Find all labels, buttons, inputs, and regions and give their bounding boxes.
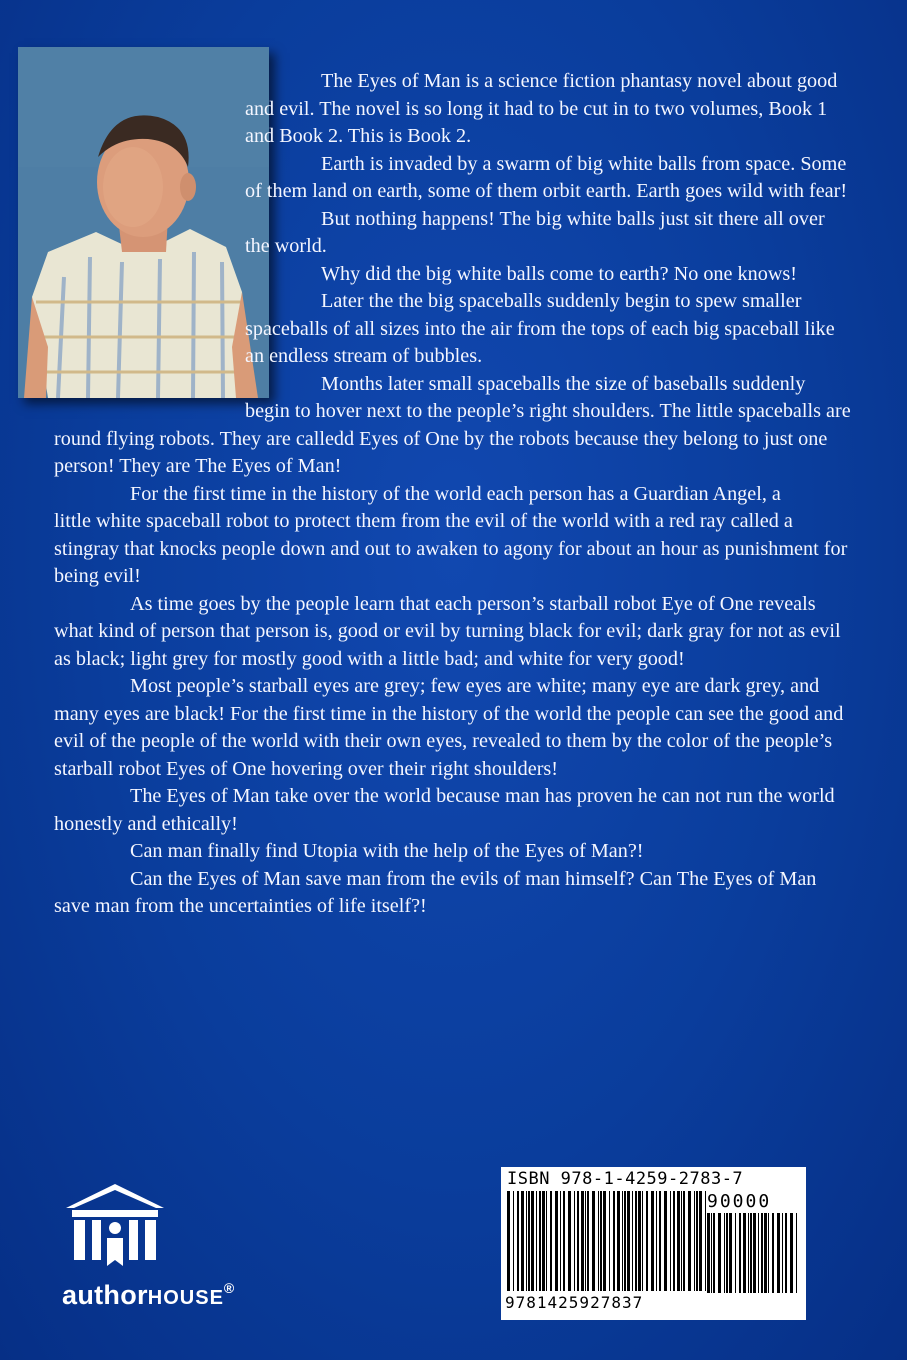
blurb-paragraph: For the first time in the history of the world each person has a Guardian Angel, a: [130, 482, 781, 505]
barcode-bars: [507, 1191, 707, 1291]
blurb-paragraph: Months later small spaceballs the size of baseballs suddenly begin to hover next to the people’s right shoulders. The little spaceballs are round flying robots. They are calledd Eyes of One by the robots because they belong to just one person! They are The Eyes of Man!: [54, 372, 851, 477]
isbn-text: ISBN 978-1-4259-2783-7: [507, 1169, 744, 1189]
blurb-paragraph: The Eyes of Man is a science fiction phantasy novel about good and evil. The novel is so long it had to be cut in to two volumes, Book 1 and Book 2. This is Book 2.: [245, 70, 838, 147]
price-code: 90000: [707, 1191, 772, 1212]
blurb-paragraph: But nothing happens! The big white balls just sit there all over the world.: [245, 207, 825, 257]
publisher-name-part2: HOUSE: [147, 1287, 224, 1309]
addon-barcode-bars: [707, 1213, 799, 1293]
photo-spacer: [0, 68, 245, 420]
blurb-paragraph: The Eyes of Man take over the world because man has proven he can not run the world honestly and ethically!: [54, 785, 835, 835]
blurb-paragraph: Most people’s starball eyes are grey; few eyes are white; many eye are dark grey, and many eyes are black! For the first time in the history of the world the people can see the good and evil of the people of the world with their own eyes, revealed to them by the color of the people’s starball robot Eyes of One hovering over their right shoulders!: [54, 675, 844, 780]
back-cover-blurb: [54, 68, 854, 921]
publisher-name-part1: author: [62, 1280, 148, 1310]
registered-mark: ®: [223, 1280, 235, 1296]
ean-digits: 9781425927837: [505, 1293, 644, 1312]
publisher-name: [62, 1280, 235, 1311]
blurb-paragraph: Later the the big spaceballs suddenly begin to spew smaller spaceballs of all sizes into the air from the tops of each big spaceball like an endless stream of bubbles.: [245, 290, 835, 367]
blurb-paragraph: Can man finally find Utopia with the help of the Eyes of Man?!: [130, 840, 644, 862]
blurb-paragraph: Can the Eyes of Man save man from the evils of man himself? Can The Eyes of Man save man from the uncertainties of life itself?!: [54, 867, 817, 917]
blurb-paragraph: little white spaceball robot to protect them from the evil of the world with a red ray called a stingray that knocks people down and out to awaken to agony for about an hour as punishment for being evil!: [54, 510, 848, 587]
blurb-paragraph: As time goes by the people learn that each person’s starball robot Eye of One reveals what kind of person that person is, good or evil by turning black for evil; dark gray for not as evil as black; light grey for mostly good with a little bad; and white for very good!: [54, 592, 841, 670]
isbn-barcode: [501, 1167, 806, 1320]
house-logo-icon: [60, 1180, 170, 1270]
blurb-paragraph: Earth is invaded by a swarm of big white balls from space. Some of them land on earth, some of them orbit earth. Earth goes wild with fear!: [245, 152, 848, 202]
blurb-paragraph: Why did the big white balls come to earth? No one knows!: [321, 262, 797, 285]
